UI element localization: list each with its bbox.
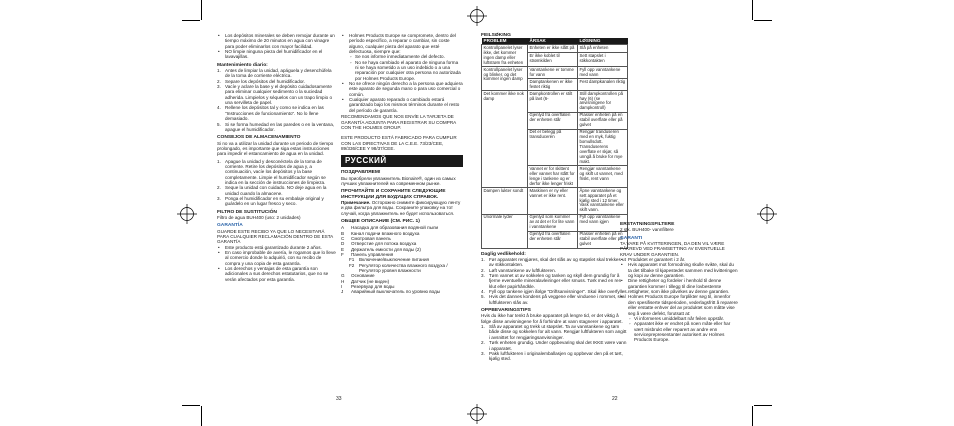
- warranty-bullet-list: [217, 245, 337, 282]
- storage-steps: [217, 159, 337, 207]
- section-heading: OPPBEVARINGSTIPS: [481, 308, 531, 314]
- list-item: B Канал подачи влажного воздуха: [341, 230, 420, 236]
- section-heading: GARANTÍA: [217, 223, 243, 229]
- left-page-column-2: [341, 33, 463, 295]
- registration-mark-icon: [177, 204, 197, 224]
- list-item: • Holmes Products Europe forplikter seg til, innenfor den spesifiserte tidsperioden, vederlagsfritt å reparere eller erstatte enhver del av produktet som måtte vise seg å være defekt, forutsatt at:: [620, 294, 738, 315]
- section-heading: ERSTATNINGSFILTERE: [620, 222, 675, 227]
- note-label: Примечание.: [341, 199, 371, 205]
- list-item: • Los depósitos minerales se deben remojar durante un tiempo máximo de 20 minutos en agua con vinagre para poder eliminarlos con mayor facilidad.: [217, 33, 337, 49]
- list-item: • NO limpie ninguna pieza del humidificador en el lavavajillas.: [217, 49, 337, 60]
- list-item: Tørk enheten grundig. Under oppbevaring skal det IKKE være vann i apparatet.: [489, 340, 627, 351]
- list-item: F2 Регулятор количества влажного воздуха / Регулятор уровня влажности: [349, 262, 448, 274]
- section-heading: Daglig vedlikehold:: [481, 251, 526, 257]
- list-item: ◦ Se nos informe inmediatamente del defecto.: [349, 54, 463, 59]
- section-heading: Mantenimiento diario:: [217, 62, 268, 68]
- paragraph: RECOMENDAMOS QUE NOS ENVÍE LA TARJETA DE GARANTÍA ADJUNTA PARA REGISTRAR SU COMPRA CON THE HOLMES GROUP.: [341, 114, 456, 130]
- list-item: • Dine rettigheter og fordeler i henhold til denne garantien kommer i tillegg til dine lovbestemte rettigheter, som ikke påvirkes av denne garantien.: [620, 278, 738, 294]
- table-row: Gjenlyd fra overflaten der enheten står Plasser enheten på en stabil overflate eller på gulvet: [482, 112, 628, 129]
- paragraph: Filtro de agua BUH400 (uso: 2 unidades): [217, 215, 301, 220]
- paragraph: Si no va a utilizar la unidad durante un periodo de tiempo prolongado, es importante que siga estas instrucciones para impedir el estancamiento de agua en la unidad.: [217, 140, 334, 157]
- list-item: • En caso improbable de avería, le rogamos que lo lleve al comercio donde lo adquirió, con su recibo de compra y una copia de esta garantía.: [217, 250, 337, 266]
- section-heading: ПРОЧИТАЙТЕ И СОХРАНИТЕ СЛЕДУЮЩИЕ ИНСТРУКЦИИ ДЛЯ БУДУЩИХ СПРАВОК.: [341, 189, 446, 200]
- crop-mark: [752, 406, 753, 426]
- list-item: • Hvis apparatet mot formodning skulle svikte, skal du ta det tilbake til kjøpestedet sammen med kvitteringen og kopi av denne garantien.: [620, 262, 738, 278]
- list-item: Før apparatet rengjøres, skal det slås av og støpslet skal trekkes ut av stikkontakten.: [489, 257, 626, 268]
- section-heading: GARANTI: [620, 235, 643, 241]
- list-item: Apague la unidad y desconéctela de la toma de corriente. Retire los depósitos de agua y, a continuación, vacíe los depósitos y la base completamente. Limpie el humidificador según se indica en la sección de instrucciones de limpieza.: [225, 158, 326, 185]
- list-item: • Este producto está garantizado durante 2 años.: [217, 245, 337, 250]
- left-page-column-1: [217, 33, 337, 282]
- right-page-column-1: [481, 33, 628, 362]
- paragraph: GUARDE ESTE RECIBO YA QUE LO NECESITARÁ PARA CUALQUIER RECLAMACIÓN DENTRO DE ESTA GARANTÍA: [217, 228, 333, 245]
- list-item: E Держатель емкости для воды (2): [341, 246, 421, 252]
- list-item: F1 Включение/выключение питания: [349, 257, 429, 263]
- column-header: PROBLEM: [482, 38, 528, 44]
- maintenance-steps: [217, 68, 337, 132]
- column-header: ÅRSAK: [528, 38, 578, 44]
- list-item: • No se ofrece ningún derecho a la persona que adquiera este aparato de segunda mano o para uso comercial o común.: [341, 81, 463, 97]
- parts-list: [341, 225, 463, 294]
- list-item: H Датчик (не виден): [341, 278, 390, 284]
- right-page-column-2: [620, 222, 738, 343]
- table-row: Er ikke koblet til strømkilden Sett støpslet i stikkontakten: [482, 53, 628, 67]
- list-item: ◦ No se haya cambiado el aparato de ninguna forma ni se haya sometido a un uso indebido o a una reparación por cualquier otra persona no autorizada por Holmes Products Europe.: [349, 60, 463, 81]
- table-row: Dampen lukter sondt Maskinen er ny eller vannet er ikke rent. Åpne vanntankene og sett apparatet på et kjølig sted i 12 timer. Vask vanntankene eller skift vann.: [482, 188, 628, 215]
- troubleshooting-table: [481, 38, 628, 248]
- language-banner: РУССКИЙ: [341, 155, 463, 167]
- list-item: • Holmes Products Europe se compromete, dentro del período específico, a reparar o cambiar, sin coste alguno, cualquier pieza del aparato que esté defectuosa, siempre que:: [341, 33, 463, 54]
- table-row: Unormale lyder Gjenlyd som kommer av at det er for lite vann i vanntankene Fyll opp vanntankene med vann igjen: [482, 214, 628, 231]
- list-item: Fyll opp tankene igjen ifølge "Driftsanvisninger". Skal ikke overfylles.: [489, 289, 628, 295]
- warranty-bullet-list: [620, 257, 738, 316]
- list-item: ◦ Apparatet ikke er endret på noen måte eller har vært misbrukt eller reparert av andre enn serviceprepresentanter autorisert av Holmes Products Europe.: [628, 321, 738, 342]
- list-item: J Аварийный выключатель по уровню воды: [341, 289, 441, 295]
- section-heading: ОБЩЕЕ ОПИСАНИЕ (СМ. РИС. 1): [341, 218, 420, 224]
- column-header: LØSNING: [578, 38, 628, 44]
- sub-bullet-list: [341, 54, 463, 81]
- list-item: Si se forma humedad en las paredes o en la ventana, apague el humidificador.: [225, 121, 335, 132]
- table-row: Damptankenen er ikke festet riktig Fest dampkanalen riktig: [482, 79, 628, 91]
- table-row: Gjenlyd fra overflaten der enheten står Plasser enheten på en stabil overflate eller på gulvet: [482, 231, 628, 248]
- crop-mark: [754, 405, 772, 406]
- intro-bullet-list: [217, 33, 337, 60]
- paragraph: [341, 200, 463, 216]
- registration-mark-icon: [467, 404, 487, 424]
- list-item: Separe los depósitos del humidificador.: [225, 78, 305, 84]
- list-item: • Los derechos y ventajas de esta garantía son adicionales a sus derechos estatutarios, que no se verán afectados por esta garantía.: [217, 266, 337, 282]
- list-item: Slå av apparatet og trekk ut støpslet. Ta av vanntankene og tøm både disse og sokkelen for alt vann. Rengjør luftfukteren som angitt i avsnittet for rengjøringsanvisninger.: [489, 324, 627, 340]
- paragraph: TA VARE PÅ KVITTERINGEN, DA DEN VIL VÆRE PÅKREVD VED FRAMSETTING AV EVENTUELLE KRAV UNDER GARANTIEN.: [620, 241, 725, 257]
- crop-mark: [754, 20, 772, 21]
- table-row: Vannet er for skittent eller vannet har stått for lenge i tankene og er derfor ikke lenger friskt Rengjør vanntankene og skift ut vannet, med friskt, rent vann: [482, 166, 628, 188]
- crop-mark: [182, 20, 200, 21]
- registration-mark-icon: [467, 6, 487, 26]
- crop-mark: [201, 0, 202, 20]
- crop-mark: [182, 405, 200, 406]
- list-item: Ponga el humidificador en su embalaje original y guárdelo en un lugar fresco y seco.: [225, 195, 324, 207]
- sub-bullet-list: [620, 316, 738, 343]
- list-item: • Produktet er garantert i 2 år.: [620, 257, 738, 262]
- list-item: I Резервуар для воды: [341, 284, 395, 290]
- list-item: Vacíe y aclare la base y el depósito cuidadosamente para eliminar cualquier sedimento o la suciedad adherida. Limpielos y séquelos con un trapo limpio o una servilleta de papel.: [225, 84, 332, 106]
- list-item: Seque la unidad con cuidado. NO deje agua en la unidad cuando la almacene.: [225, 185, 327, 196]
- note-text: Осторожно снимите фиксирующую ленту и два фильтра для воды. Сохраните упаковку на тот случай, когда увлажнитель не будет использоваться.: [341, 199, 461, 216]
- section-heading: ПОЗДРАВЛЯЕМ!: [341, 170, 381, 176]
- list-item: • Cualquier aparato reparado o cambiado estará garantizado bajo los mismos términos durante el resto del período de garantía.: [341, 97, 463, 113]
- list-item: Tøm vannet ut av sokkelen og tanken og skyll dem grundig for å fjerne eventuelle mineralavleiringer eller smuss. Tørk med en ren klut eller papirhåndkle.: [489, 273, 622, 289]
- storage-steps: [481, 324, 628, 361]
- daily-steps: [481, 257, 628, 305]
- list-item: C Смотровая панель: [341, 236, 391, 241]
- list-item: Rellene los depósitos tal y como se indica en las "Instrucciones de funcionamiento". No lo llene demasiado.: [225, 105, 324, 122]
- list-item: Hvis det dannes kondens på veggene eller vinduene i rommet, skal luftfukteren slås av.: [489, 294, 626, 305]
- section-heading: FILTRO DE SUSTITUCIÓN: [217, 209, 277, 215]
- page-number: 33: [336, 396, 342, 402]
- table-row: Kontrollpanelet lyser ikke, det kommer ingen damp eller luftstrøm fra enheten Enheten er ikke slått på Slå på enheten: [482, 45, 628, 53]
- table-row: Det er belegg på transducerén Rengjør tranduseren med en myk, fuktig bomullsdott. Transduserens overflate er skjør, så unngå å bruke for mye makt.: [482, 129, 628, 166]
- page-number: 22: [612, 396, 618, 402]
- table-row: Kontrollpanelet lyser og blinker, og det kommer ingen damp Vanntankene er tomme for vann Fyll opp vanntankene med vann: [482, 67, 628, 79]
- registration-mark-icon: [757, 204, 777, 224]
- list-item: D Отверстие для потока воздуха: [341, 241, 417, 247]
- warranty-bullet-list: [341, 33, 463, 54]
- paragraph: ESTE PRODUCTO ESTÁ FABRICADO PARA CUMPLIR CON LAS DIRECTIVAS DE LA C.E.E. 73/23/CEE, 89/336/CEE Y 98/37/CEE.: [341, 135, 457, 151]
- list-item: F Панель управления: [341, 252, 394, 258]
- crop-mark: [752, 0, 753, 20]
- list-item: Pakk luftfukteren i originalemballasjen og oppbevar den på et tørt, kjølig sted.: [489, 350, 623, 362]
- paragraph: 2 stk. BUH400- vannfiltere: [620, 227, 674, 233]
- warranty-bullet-list: [341, 81, 463, 113]
- list-item: ◦ Vi informeres umiddelbart når feilen oppstår.: [628, 316, 738, 321]
- list-item: Løft vanntankene av luftfukteren.: [489, 267, 556, 273]
- list-item: A Насадка для образования водяной пыли: [341, 225, 439, 231]
- table-row: Det kommer ikke nok damp Dampkontrollen er stilt på lavt (6- Still dampkontrollen på høy (6) (se anvisningene for dampkontroll): [482, 91, 628, 113]
- paragraph: Вы приобрели увлажнитель Bionaire®, один из самых лучших увлажнителей на современном рынке.: [341, 175, 456, 186]
- list-item: Antes de limpiar la unidad, apáguela y desenchúfela de la toma de corriente eléctrica.: [225, 68, 332, 79]
- crop-mark: [201, 406, 202, 426]
- paragraph: Hvis du ikke har tenkt å bruke apparatet på lengre tid, er det viktig å følge disse anvisningene for å forhindre at vann stagnerer i apparatet.: [481, 313, 623, 324]
- section-heading: CONSEJOS DE ALMACENAMIENTO: [217, 135, 301, 141]
- section-heading: FEILSØKING: [481, 33, 511, 38]
- list-item: G Основание: [341, 273, 375, 279]
